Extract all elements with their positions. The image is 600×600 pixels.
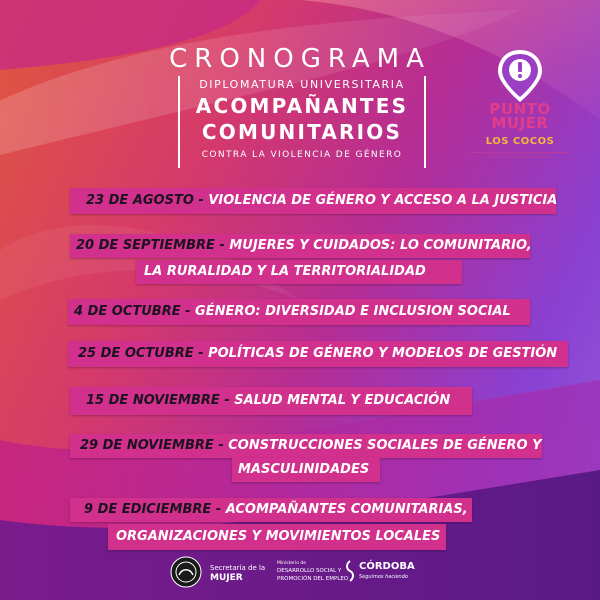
schedule-topic: SALUD MENTAL Y EDUCACIÓN	[234, 393, 451, 408]
footer-cordoba-slogan: Seguimos haciendo	[359, 574, 408, 580]
schedule-date: 9 DE EDICIEMBRE	[84, 502, 212, 517]
logo-text-mujer: MUJER	[491, 114, 549, 132]
schedule-topic: VIOLENCIA DE GÉNERO Y ACCESO A LA JUSTICIA	[208, 193, 558, 208]
schedule-item-7-cont	[108, 524, 446, 550]
pin-exclamation-icon	[494, 48, 546, 104]
schedule-item-1: 23 DE AGOSTO - VIOLENCIA DE GÉNERO Y ACCESO A LA JUSTICIA	[70, 188, 556, 214]
schedule-date: 15 DE NOVIEMBRE	[86, 393, 220, 408]
schedule-item-3: 4 DE OCTUBRE - GÉNERO: DIVERSIDAD E INCLUSION SOCIAL	[68, 299, 530, 325]
logo-text-punto: PUNTO	[489, 100, 551, 118]
header-box	[178, 76, 426, 168]
subtitle-comunitarios: COMUNITARIOS	[201, 120, 403, 144]
footer-desarrollo-label: DESARROLLO SOCIAL Y	[277, 568, 342, 574]
subtitle-violencia: CONTRA LA VIOLENCIA DE GÉNERO	[201, 150, 403, 160]
cordoba-logo-icon	[344, 560, 356, 582]
footer-mujer-label: MUJER	[210, 573, 243, 583]
schedule-topic: ORGANIZACIONES Y MOVIMIENTOS LOCALES	[116, 529, 441, 544]
subtitle-diplomatura: DIPLOMATURA UNIVERSITARIA	[199, 78, 405, 91]
schedule-topic: GÉNERO: DIVERSIDAD E INCLUSION SOCIAL	[195, 304, 511, 319]
logo-text-linea: LÍNEA DE VIOLENCIA DE GÉNERO	[470, 152, 570, 159]
schedule-item-2: 20 DE SEPTIEMBRE - MUJERES Y CUIDADOS: LO COMUNITARIO,	[70, 234, 530, 258]
schedule-date: 23 DE AGOSTO	[86, 193, 194, 208]
schedule-topic: MUJERES Y CUIDADOS: LO COMUNITARIO,	[229, 238, 532, 253]
footer-cordoba-label: CÓRDOBA	[359, 561, 415, 572]
schedule-item-5: 15 DE NOVIEMBRE - SALUD MENTAL Y EDUCACIÓN	[70, 387, 472, 415]
schedule-item-7: 9 DE EDICIEMBRE - ACOMPAÑANTES COMUNITARIAS,	[70, 498, 472, 522]
schedule-topic: MASCULINIDADES	[238, 462, 370, 477]
footer-secretaria-label: Secretaría de la	[210, 564, 266, 572]
schedule-date: 4 DE OCTUBRE	[74, 304, 181, 319]
schedule-item-6-cont	[232, 458, 380, 482]
poster-title: CRONOGRAMA	[169, 44, 431, 74]
footer-ministerio-label: Ministerio de	[277, 561, 307, 566]
schedule-date: 29 DE NOVIEMBRE	[80, 438, 214, 453]
footer-promocion-label: PROMOCIÓN DEL EMPLEO	[277, 576, 349, 582]
secretaria-seal-icon	[170, 556, 202, 588]
schedule-item-4: 25 DE OCTUBRE - POLÍTICAS DE GÉNERO Y MODELOS DE GESTIÓN	[68, 341, 568, 367]
schedule-item-6: 29 DE NOVIEMBRE - CONSTRUCCIONES SOCIALES DE GÉNERO Y	[70, 434, 542, 458]
schedule-topic: CONSTRUCCIONES SOCIALES DE GÉNERO Y	[228, 438, 542, 453]
logo-text-los-cocos: LOS COCOS	[485, 136, 555, 147]
subtitle-acompanantes: ACOMPAÑANTES	[195, 94, 409, 118]
schedule-date: 20 DE SEPTIEMBRE	[76, 238, 215, 253]
schedule-topic: LA RURALIDAD Y LA TERRITORIALIDAD	[144, 264, 426, 279]
schedule-topic: POLÍTICAS DE GÉNERO Y MODELOS DE GESTIÓN	[208, 346, 558, 361]
schedule-topic: ACOMPAÑANTES COMUNITARIAS,	[225, 502, 468, 517]
schedule-date: 25 DE OCTUBRE	[78, 346, 194, 361]
schedule-item-2-cont	[136, 260, 462, 284]
